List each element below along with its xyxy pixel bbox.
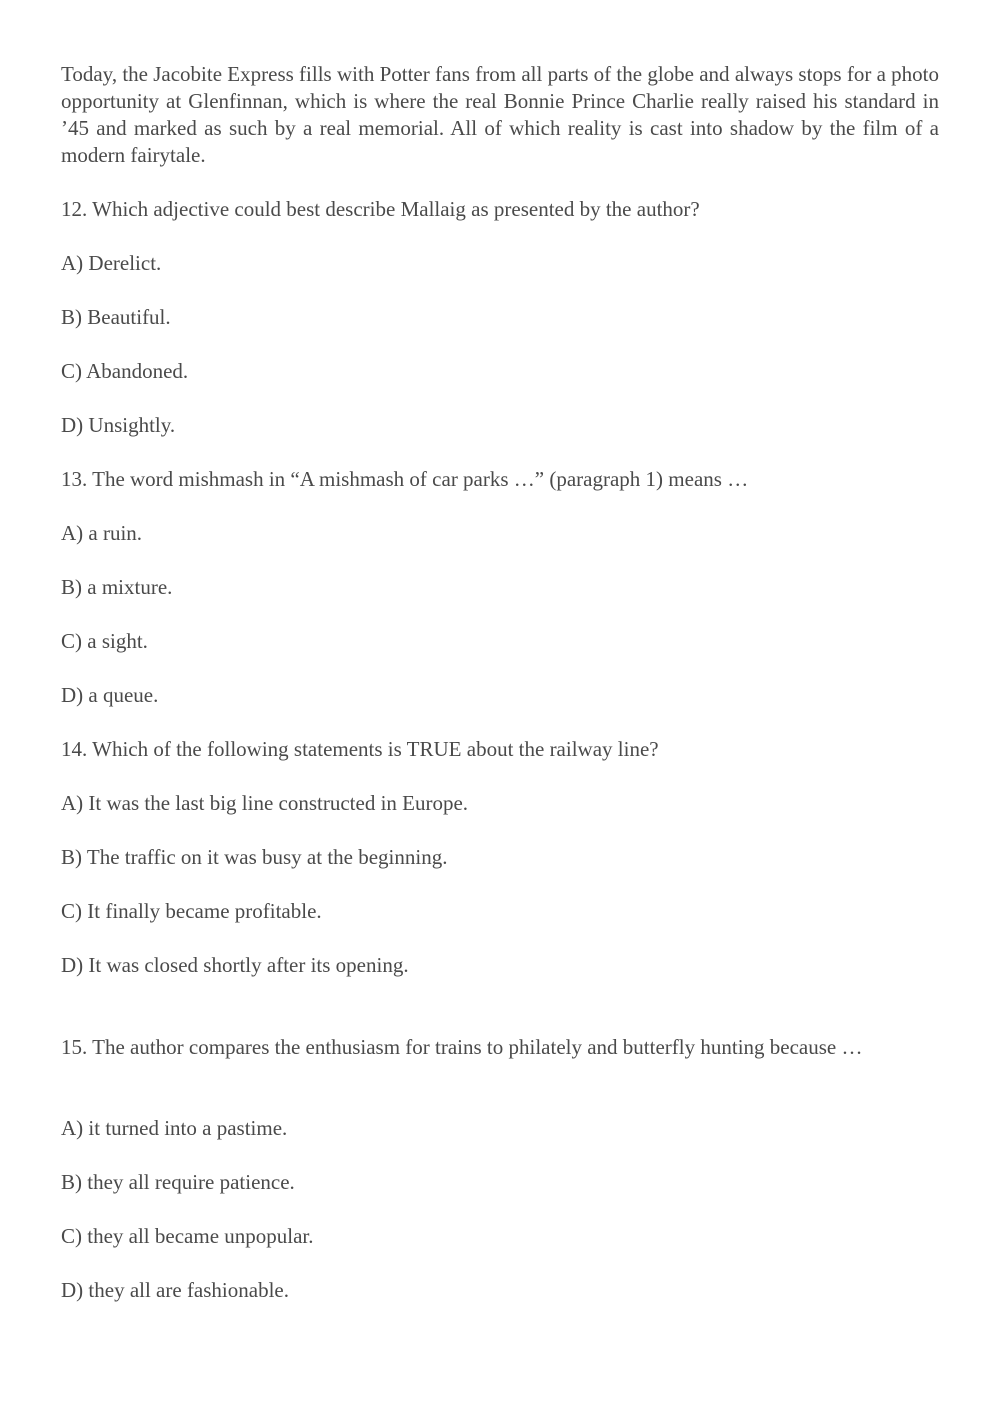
question-12: 12. Which adjective could best describe Mallaig as presented by the author? <box>61 197 700 221</box>
question-12-option-a: A) Derelict. <box>61 251 162 275</box>
intro-paragraph: Today, the Jacobite Express fills with Potter fans from all parts of the globe and always stops for a photo opportunity at Glenfinnan, which is where the real Bonnie Prince Charlie really raised his standard in ’45 and marked as such by a real memorial. All of which reality is cast into shadow by the film of a modern fairytale. <box>61 62 939 167</box>
question-15-option-c: C) they all became unpopular. <box>61 1224 314 1248</box>
question-14-option-d: D) It was closed shortly after its opening. <box>61 953 409 977</box>
question-13: 13. The word mishmash in “A mishmash of car parks …” (paragraph 1) means … <box>61 467 749 491</box>
question-14-option-a: A) It was the last big line constructed in Europe. <box>61 791 469 815</box>
question-13-option-a: A) a ruin. <box>61 521 143 545</box>
question-12-option-d: D) Unsightly. <box>61 413 176 437</box>
question-15-option-d: D) they all are fashionable. <box>61 1278 289 1302</box>
question-12-option-c: C) Abandoned. <box>61 359 189 383</box>
question-15-option-b: B) they all require patience. <box>61 1170 295 1194</box>
question-14: 14. Which of the following statements is TRUE about the railway line? <box>61 737 659 761</box>
question-13-option-c: C) a sight. <box>61 629 148 653</box>
question-14-option-b: B) The traffic on it was busy at the beginning. <box>61 845 448 869</box>
question-12-option-b: B) Beautiful. <box>61 305 171 329</box>
question-15-option-a: A) it turned into a pastime. <box>61 1116 288 1140</box>
question-13-option-b: B) a mixture. <box>61 575 173 599</box>
question-14-option-c: C) It finally became profitable. <box>61 899 322 923</box>
question-15: 15. The author compares the enthusiasm for trains to philately and butterfly hunting because … <box>61 1035 863 1059</box>
question-13-option-d: D) a queue. <box>61 683 159 707</box>
